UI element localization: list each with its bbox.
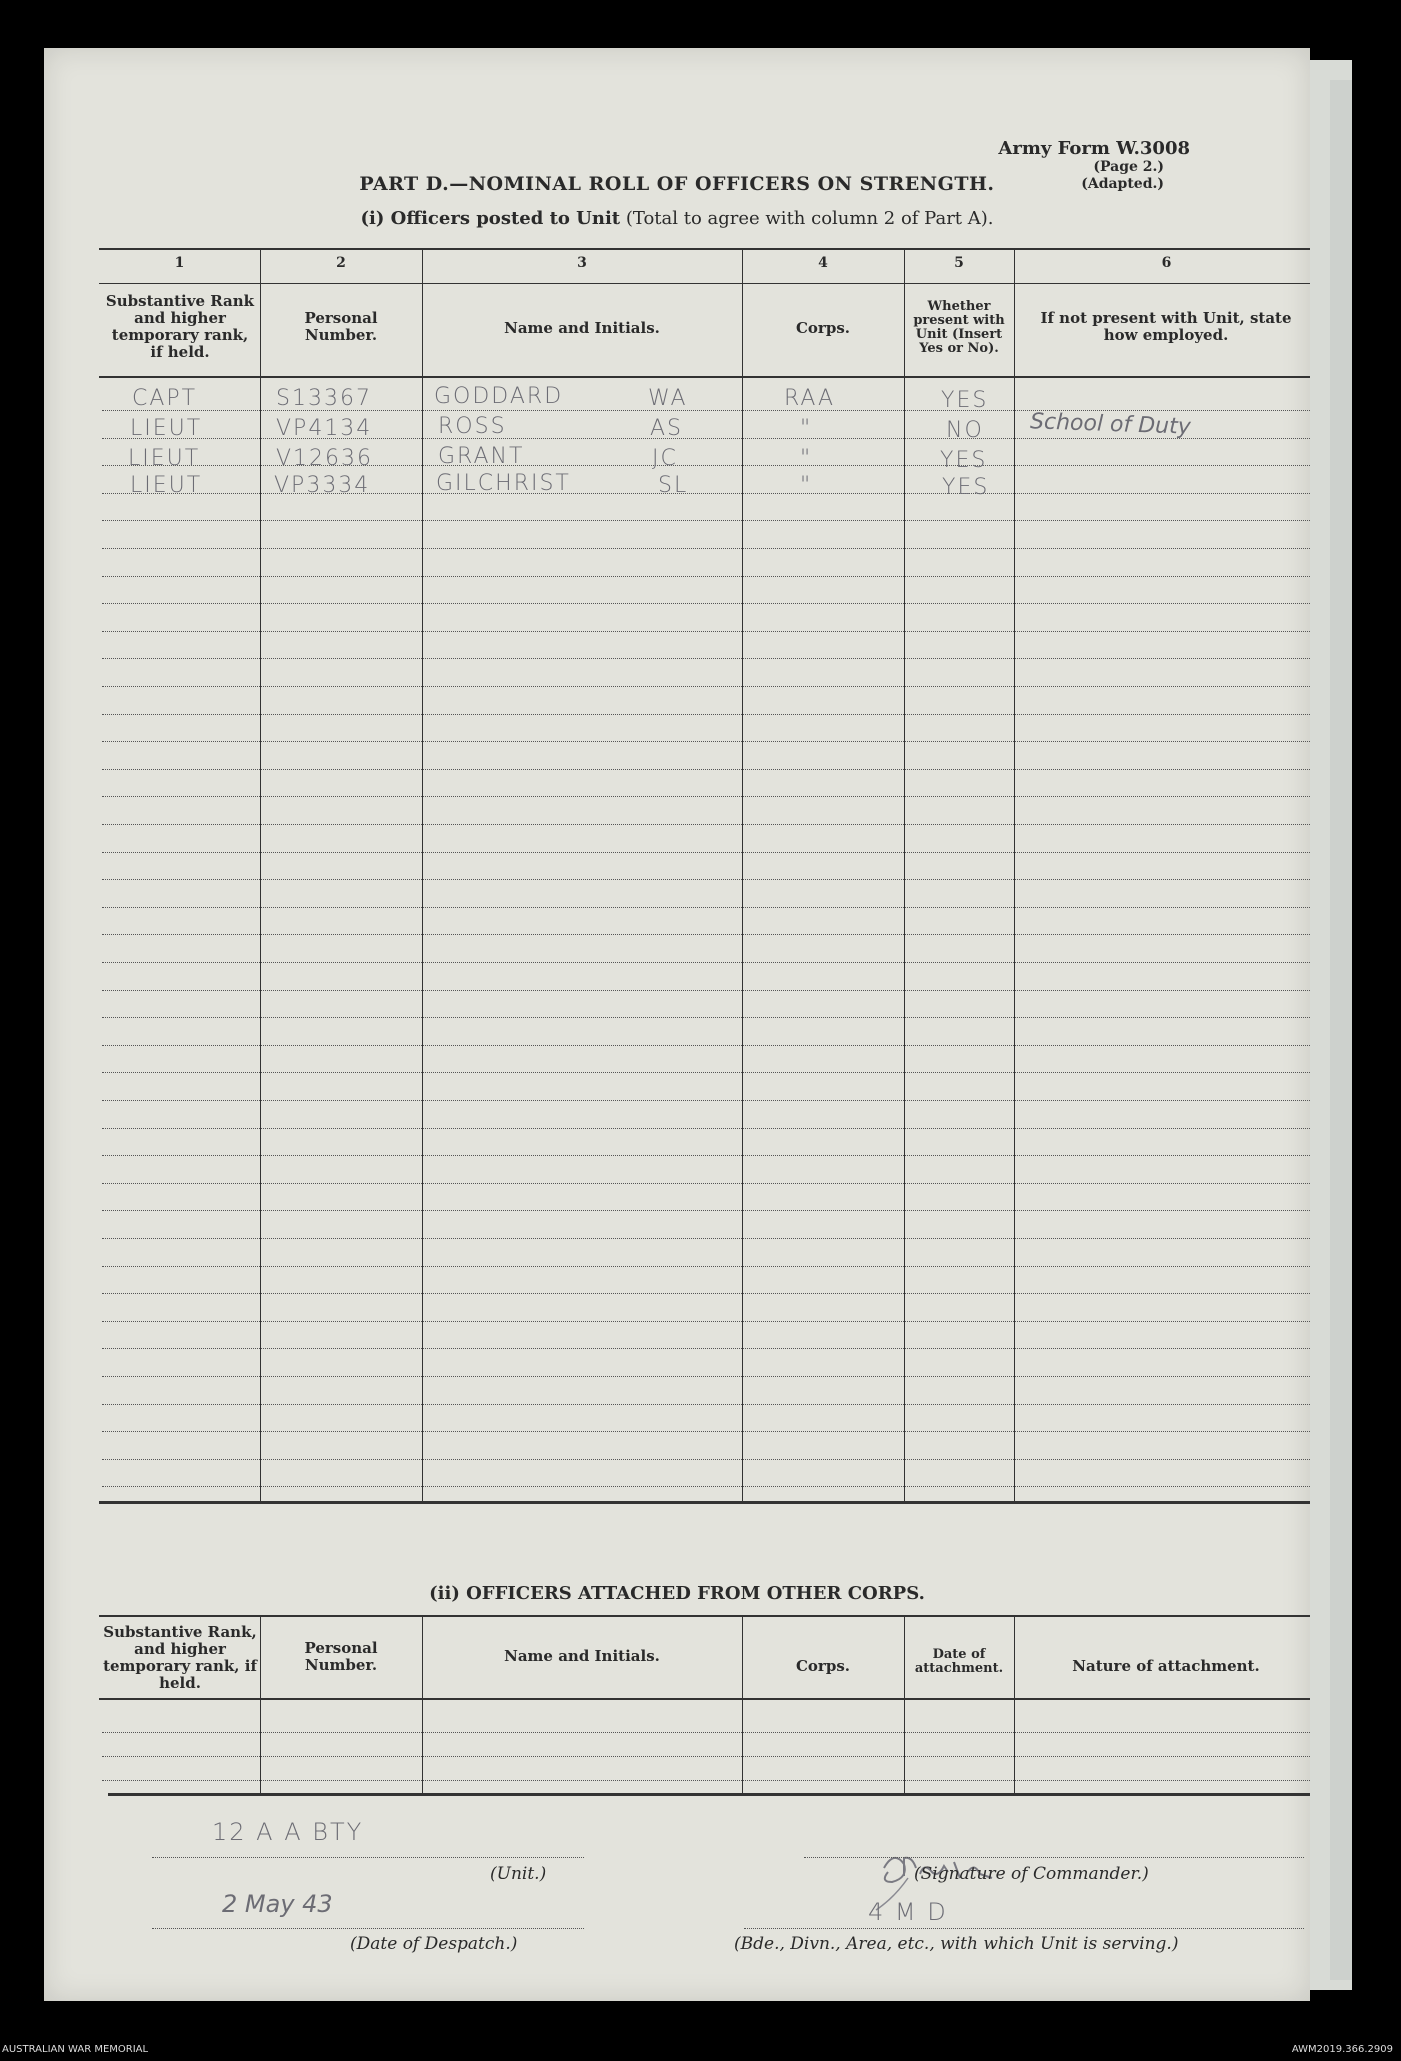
ruled-line: [102, 1756, 1318, 1757]
ruled-line: [102, 769, 1318, 770]
part-d-subtitle: [44, 208, 1310, 229]
ruled-line: [102, 1210, 1318, 1211]
row2-initials: AS: [650, 416, 684, 441]
ruled-line: [102, 796, 1318, 797]
ruled-line: [102, 1459, 1318, 1460]
row3-number: V12636: [276, 446, 374, 471]
row4-number: VP3334: [274, 473, 371, 498]
header-whether-present: Whether present with Unit (Insert Yes or No).: [913, 299, 1005, 356]
ruled-line: [102, 1376, 1318, 1377]
header-rank: Substantive Rank and higher temporary rank, if held.: [105, 292, 255, 361]
row3-present: YES: [940, 448, 988, 473]
unit-label: (Unit.): [490, 1864, 547, 1884]
ruled-line: [102, 1321, 1318, 1322]
att-header-date: Date of attachment.: [914, 1647, 1004, 1676]
table2-divider-4: [904, 1615, 905, 1793]
ruled-line: [102, 852, 1318, 853]
ruled-line: [102, 1732, 1318, 1733]
credit-right: AWM2019.366.2909: [1291, 2044, 1393, 2055]
form-adapted-note: (Adapted.): [1081, 176, 1164, 192]
ruled-line: [102, 824, 1318, 825]
ruled-line: [102, 1431, 1318, 1432]
header-name-initials: Name and Initials.: [504, 319, 660, 337]
header-corps: Corps.: [795, 319, 850, 337]
header-personal-number: Personal Number.: [304, 309, 378, 344]
row2-number: VP4134: [276, 416, 373, 441]
att-header-nature: Nature of attachment.: [1072, 1657, 1260, 1675]
row1-name: GODDARD: [434, 384, 564, 409]
table2-bottom-rule: [108, 1793, 1319, 1796]
table2-divider-3: [742, 1615, 743, 1793]
ruled-line: [102, 1780, 1318, 1781]
row1-corps: RAA: [784, 386, 836, 411]
ruled-line: [102, 1072, 1318, 1073]
row3-initials: JC: [652, 446, 678, 471]
despatch-line: [152, 1928, 584, 1929]
ruled-line: [102, 520, 1318, 521]
table2-top-rule: [99, 1615, 1319, 1617]
form-page: [44, 48, 1310, 2001]
header-how-employed: If not present with Unit, state how employed.: [1040, 309, 1292, 344]
row1-initials: WA: [648, 386, 688, 411]
ruled-line: [102, 962, 1318, 963]
row2-employed: School of Duty: [1029, 409, 1192, 440]
signature-line: [804, 1857, 1304, 1858]
row1-rank: CAPT: [132, 386, 198, 411]
ruled-line: [102, 1045, 1318, 1046]
ruled-line: [102, 879, 1318, 880]
table2-divider-1: [260, 1615, 261, 1793]
ruled-line: [102, 686, 1318, 687]
ruled-line: [102, 1348, 1318, 1349]
table1-divider-1: [260, 248, 261, 1501]
ruled-line: [102, 658, 1318, 659]
att-header-personal-number: Personal Number.: [304, 1639, 378, 1674]
part-d-subtitle-bold: (i) Officers posted to Unit: [360, 208, 621, 229]
col-number-4: 4: [818, 255, 828, 271]
ruled-line: [102, 1155, 1318, 1156]
table1-divider-2: [422, 248, 423, 1501]
table1-divider-3: [742, 248, 743, 1501]
table1-divider-5: [1014, 248, 1015, 1501]
row1-present: YES: [941, 388, 989, 413]
table2-header-rule: [99, 1698, 1319, 1700]
row2-rank: LIEUT: [130, 416, 203, 441]
row3-rank: LIEUT: [128, 446, 201, 471]
col-number-6: 6: [1161, 255, 1172, 271]
bde-label: (Bde., Divn., Area, etc., with which Unit is serving.): [734, 1934, 1179, 1954]
att-header-corps: Corps.: [795, 1657, 850, 1675]
form-page-number: (Page 2.): [1093, 159, 1164, 175]
part-d-subtitle-rest: (Total to agree with column 2 of Part A).: [620, 208, 994, 229]
ruled-line: [102, 631, 1318, 632]
table2-divider-2: [422, 1615, 423, 1793]
unit-value: 12 A A BTY: [212, 1818, 364, 1846]
despatch-value: 2 May 43: [222, 1890, 333, 1918]
row3-name: GRANT: [438, 444, 525, 469]
ruled-line: [102, 1017, 1318, 1018]
ruled-line: [102, 1486, 1318, 1487]
row1-number: S13367: [276, 386, 372, 411]
unit-line: [152, 1857, 584, 1858]
col-number-2: 2: [336, 255, 346, 271]
ruled-line: [102, 714, 1318, 715]
att-header-rank: Substantive Rank, and higher temporary rank, if held.: [103, 1623, 257, 1692]
ruled-line: [102, 576, 1318, 577]
ruled-line: [102, 1128, 1318, 1129]
bde-line: [744, 1928, 1304, 1929]
row4-present: YES: [942, 475, 990, 500]
row2-present: NO: [946, 418, 984, 443]
row4-name: GILCHRIST: [436, 471, 571, 496]
ruled-line: [102, 1183, 1318, 1184]
ruled-line: [102, 1266, 1318, 1267]
credit-left: AUSTRALIAN WAR MEMORIAL: [2, 2044, 149, 2055]
underlying-sheet-edge: [1330, 80, 1352, 1980]
col-number-5: 5: [954, 255, 964, 271]
table1-bottom-rule: [99, 1501, 1319, 1504]
bde-value: 4 M D: [868, 1898, 948, 1926]
part-d-title: PART D.—NOMINAL ROLL OF OFFICERS ON STRENGTH.: [359, 173, 995, 195]
table2-divider-5: [1014, 1615, 1015, 1793]
row4-initials: SL: [658, 473, 689, 498]
signature-label: (Signature of Commander.): [914, 1864, 1149, 1884]
ruled-line: [102, 934, 1318, 935]
row4-rank: LIEUT: [130, 473, 203, 498]
row2-name: ROSS: [438, 414, 507, 439]
ruled-line: [102, 741, 1318, 742]
table1-number-rule: [99, 283, 1319, 284]
part-ii-title: (ii) OFFICERS ATTACHED FROM OTHER CORPS.: [429, 1583, 925, 1604]
row2-corps: ": [800, 416, 813, 441]
att-header-name-initials: Name and Initials.: [504, 1647, 660, 1665]
ruled-line: [102, 603, 1318, 604]
ruled-line: [102, 1293, 1318, 1294]
ruled-line: [102, 1100, 1318, 1101]
table1-header-rule: [99, 376, 1319, 378]
ruled-line: [102, 548, 1318, 549]
row3-corps: ": [800, 446, 813, 471]
ruled-line: [102, 1404, 1318, 1405]
ruled-line: [102, 990, 1318, 991]
table1-divider-4: [904, 248, 905, 1501]
form-name: Army Form W.3008: [998, 138, 1190, 159]
ruled-line: [102, 907, 1318, 908]
col-number-3: 3: [577, 255, 587, 271]
ruled-line: [102, 1238, 1318, 1239]
table1-top-rule: [99, 248, 1319, 250]
col-number-1: 1: [174, 255, 185, 271]
despatch-label: (Date of Despatch.): [350, 1934, 518, 1954]
row4-corps: ": [800, 473, 813, 498]
